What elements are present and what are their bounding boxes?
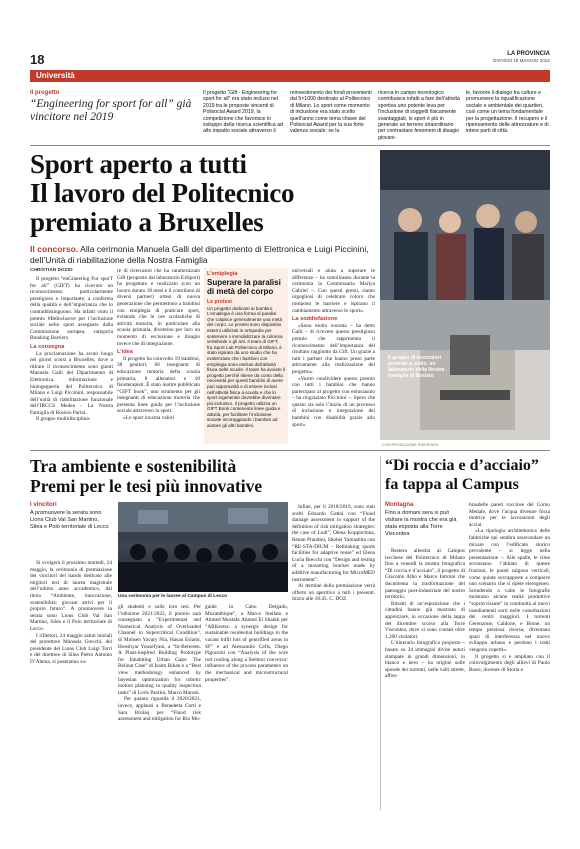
issue-date: GIOVEDÌ 19 MAGGIO 2022 xyxy=(492,58,550,63)
paragraph: Per quanto riguarda il 2020/2021, invece, applausi a Benedetta Corti e Sara Brolaq per “Flood risk assessment and mitigation for Rio Mu- xyxy=(118,696,201,723)
main-col-2 xyxy=(117,268,200,444)
paragraph: La proclamazione ha avuto luogo nei giorni scorsi a Bruxelles, dove a ritirare il riconoscimento sono giunti Manuela Galli del Dipartimento di Elettronica, informazione e bioingegneria del Politecnico di Milano e Luigi Piccinini, responsabile dell’unità di riabilitazione funzionale dell’IRCCS Medea - La Nostra Famiglia di Bosisio Parini. xyxy=(30,350,113,416)
paragraph: Il progetto si è ampliato con il coinvolgimento degli allievi di Paolo Bossi, docente di Storia e xyxy=(469,653,550,673)
researchers-group-photo xyxy=(380,150,550,440)
paragraph: L’itinerario fotografico proposto – basato su 34 immagini divise autori stampate in grandi dimensioni, in bianco e nero – ha origine sulle sponde dei torrenti, nelle valli strette, affon- xyxy=(385,640,465,680)
paragraph: Si svolgerà il prossimo martedì, 24 maggio, la cerimonia di premiazione dei vincitori del bando dedicato alle migliori tesi di laurea magistrale dell’ultimo anno accademico, dal titolo “Ambiente, innovazione, sostenibilità: giovani attivi per il proprio futuro”. A promuovere la serata sono Lions Club Val San Martino, Silea e il Polo territoriale di Lecco. xyxy=(30,560,112,632)
main-col-1 xyxy=(30,276,113,444)
paragraph: brasdelle pareti rocciose del Corno Medale, dove l’acqua divenne forza motrice per le lavorazioni degli acciai. xyxy=(469,502,550,528)
headline-line-1: “Di roccia e d’acciaio” xyxy=(385,457,539,474)
article3-summary: Fino a domani sera si può visitare la mostra che era già stata esposta alla Torre Viscontea xyxy=(385,510,457,537)
subheading: La soddisfazione xyxy=(292,316,338,323)
headline-line-3: premiato a Bruxelles xyxy=(30,207,264,237)
article2-col-4 xyxy=(292,456,375,810)
headline-line-2: fa tappa al Campus xyxy=(385,476,519,493)
paragraph: Infine, per il 2018/2019, sono stati scelti Edoardo Gattai con “Flood damage assessment in support of the definition of risk mitigation strategies: the case of Lodi”, Olena Koppitchina, Renan Prandini, Shohei Yamashita con “RE-STA-DIUM - Rethinking sports facilities for adaptive reuse” ed Elena Lucia Brecchi con “Design and testing of a mounting bracket made by additive manufacturing for MicroMED instrument”. xyxy=(292,504,375,583)
headline-line-2: Premi per le tesi più innovative xyxy=(30,476,263,496)
paragraph: gli studenti e sulle loro tesi. Per l’edizione 2021/2022, il premio sarà consegnato a “Experimental and Numerical Analysis of Overloaded Channel in Supercritical Condition”, di Mohsen Yavary Nia, Hasan Eslami, Hooshyar Yousefyani, a “In-Between. A Plant-inspired Building Prototype for Inhabiting Urban Gaps: The Belinut Case” di Isalm Rihan e a “Best view methodology enhanced by bayesian optimization for robotic motion planning in quality inspection tasks” di Loris Paolini, Marco Maroni. xyxy=(118,604,201,696)
article2-col-1 xyxy=(30,560,112,810)
top-box-col1: Il progetto “Gift - Engineering for sport for all” era stato incluso nel 2019 tra le proposte vincenti di Polisocial Award 2019, la competizione che favorisce lo sviluppo della ricerca scientifica ad alto impatto sociale attraverso il xyxy=(203,90,283,135)
top-box-kicker: Il progetto xyxy=(30,90,60,96)
headline-line-2: Il lavoro del Politecnico xyxy=(30,178,295,208)
lead-paragraph xyxy=(30,244,375,266)
headline-line-1: Sport aperto a tutti xyxy=(30,149,247,179)
paragraph: «Vorrei condividere questo premio con tutti i bambini che hanno partecipato al progetto con entusiasmo – ha ringraziato Piccinini –. Spero che questo sia solo l’inizio di un processo di inclusione e integrazione dei bambini con disabilità grazie allo sport». xyxy=(292,375,375,428)
vertical-divider xyxy=(380,456,381,810)
page-number: 18 xyxy=(30,52,45,67)
divider xyxy=(30,145,550,146)
paragraph: «Lo sport incarna valori xyxy=(123,415,175,422)
article3-col-2 xyxy=(469,502,550,810)
paragraph: «Sono molto onorata – ha detto Galli – di ricevere questo prestigioso premio che rappresenta il riconoscimento dell’importanza del risultato raggiunto da Gift. Un grazie a tutti i partner che hanno preso parte attivamente alla realizzazione del progetto». xyxy=(292,322,375,375)
paragraph: Al termine della premiazione verrà offerto un aperitivo a tutti i presenti. Inizio alle 18.45. C. DOZ. xyxy=(292,583,375,603)
article3-headline xyxy=(385,456,550,494)
sidebar-text: Un progetto dedicato ai bambini. L’emiplegia è una forma di paralisi che colpisce generalmente una metà del corpo. Le protesi sono dispositivi esterni utilizzati in ortopedia per sostenere o immobilizzare la colonna vertebrale o gli arti. Il team di GIFT, fra Sport Lab Politecnico di Milano, è stato ispirato da uno studio che ha evidenziato che i bambini con emiplegia sono esclusi dall’attività fisica nelle scuole. Il team ha avviato il progetto perché ritiene da conto della necessità per questi bambini di avere pari opportunità e di essere inclusi nell’attività fisica a scuola e che lo sport ingenerale dovrebbe diventare più inclusivo. Il progetto utilizza un GIFT Book contenente linee guida e attività, per facilitare l’inclusione sociale incoraggiando i bambini ad aiutare gli altri bambini. xyxy=(207,305,285,429)
newspaper-name: LA PROVINCIA xyxy=(507,51,550,57)
paragraph: Il gruppo multidisciplina- xyxy=(36,416,91,423)
article3-kicker: Montagna xyxy=(385,502,414,508)
paragraph: universali e aiuta a superare le differenze – ha sottolineato durante la cerimonia la Commissaria Mariya Gabriel –. Con questi premi, siamo orgogliosi di celebrare coloro che rompono le barriere e ispirano il cambiamento attraverso lo sport». xyxy=(292,268,375,314)
main-photo xyxy=(380,150,550,440)
top-box-col4: le, favorire il dialogo tra culture e promuovere la riqualificazione sociale e ambientale dei quartieri, così come un tema fondamentale per la progettazione. Il recupero e il ripensamento delle attrezzature e di intere parti di città. xyxy=(466,90,549,135)
paragraph: I riflettori, 24 maggio saluti iniziali del prorettore Manuela Grecchi, del presidente del Lions Club Luigi Torri e del direttore di Silea Pietro Antonio D’Alema, si poseranno su- xyxy=(30,632,112,665)
subheading: L’idea xyxy=(117,349,133,356)
top-box-col3: ricerca in campo tecnologico contribuisce infatti a fare dell’attività sportiva uno potente leva per l’inclusione di soggetti fisicamente svantaggiati, lo sport è più in generale un terreno straordinario per contrastare fenomeni di disagio giovani- xyxy=(378,90,460,140)
top-box-col2: reinvestimento dei fondi provenienti dal 5×1000 destinato al Politecnico di Milano. Lo sport come momento di inclusione era stato scelto quell’anno come tema chiave del Polisocial Award per la sua forte valenza sociale: se la xyxy=(290,90,372,135)
sidebar-sub: Le protesi xyxy=(207,298,232,305)
paragraph: re di ricercatori che ha caratterizzato Gift (proposto dal laboratorio E4Sport) ha progettato e realizzato (con un lavoro durato 18 mesi e il contributo di diversi partner) ortesi di nuova generazione che permettono a bambini con emiplegia di praticare sport, evitando che le ore scolastiche di attività motoria, in particolare alla scuola primaria, diventino per loro un momento di esclusione e disagio invece che di integrazione. xyxy=(117,268,200,347)
graduation-photo xyxy=(118,502,288,592)
article2-photo xyxy=(118,502,288,592)
byline: CHRISTIAN DOZIO xyxy=(30,268,73,273)
article2-summary: A promuovere la serata sono Lions Club Val San Martino, Silea e Polo territoriale di Lecco xyxy=(30,510,109,530)
subheading: La consegna xyxy=(30,343,65,350)
main-headline xyxy=(30,150,370,237)
paragraph: Il progetto “enGineering For sporT for all” (GIFT) ha ricevuto un riconoscimento particolarmente prestigioso e importante, a conferma della qualità e dell’importanza che lo contraddistinguono. Ha infatti vinto il premio #BeInclusive per l’inclusione sociale nello sport assegnato dalla Commissione europea, categoria Breaking Barriers. xyxy=(30,276,113,342)
paragraph: Il progetto ha coinvolto 19 bambini, 38 genitori, 60 insegnanti di educazione motoria della scuola primaria, 8 allenatori e 10 fisioterapisti. È stato inoltre pubblicato “GIFT book”, uno strumento per gli insegnanti di educazione motoria che presenta linee guida per l’inclusione sociale attraverso lo sport. xyxy=(117,355,200,415)
article2-col-3 xyxy=(205,604,288,810)
paragraph: «La tipologia architettonica delle fabbriche qui sembra assecondare un mixare con l’edificato storico prevalente – si legge nella presentazione –. Alle spalle, le cime sovrastano l’abitato di queste frazioni, le pareti salgono verticali, come quinte sovrapposte a comporre uno scenario che si ripete elerogeneo. Scendendo a valle le fotografie mostrano alcune realtà produttive “sopravvissute” in continuità ai nuovi insediamenti sorti nelle conurbazioni dei centri maggiori. I torrenti Gerenzone, Caldone, e Bione, un tempo preziosa risorsa, diventano spazi di interferenza nel nuovo sviluppo urbano e perdono i tratti vengono coperti». xyxy=(469,528,550,654)
sidebar-kicker: L’emiplegia xyxy=(207,271,238,277)
divider xyxy=(30,450,550,451)
paragraph: Ritratti di un’esposizione che i cittadini hanno già mostrato di apprezzare, in occasione della tappa del dicembre scorso alla Torre Viscontea, dove si sono contati oltre 1.200 visitatori. xyxy=(385,600,465,640)
photo-caption: Il gruppo di ricercatori premiati e, sotto, un laboratorio della Nostra Famiglia di Bosisio xyxy=(388,355,445,379)
top-box-title: “Engineering for sport for all” già vincitore nel 2019 xyxy=(30,98,192,123)
paragraph: guide in Cabo Delgado, Mozambique”, a Marco Stellato e Ahmed Mostafa Ahmed El Shaikh per “ARKestra: a synergic design for sustainable residential buildings in the vacant infill lots of gentrified areas in SF” e ad Alessandro Cefis, Diego Pigozzini con “Analysis of the wire rod cooling along a Stelmor conveyor: influence of the process parameters on the mechanical and microstructural properties”. xyxy=(205,604,288,683)
article2-kicker: I vincitori xyxy=(30,502,57,508)
lead-kicker: Il concorso. xyxy=(30,244,79,254)
headline-line-1: Tra ambiente e sostenibilità xyxy=(30,456,237,476)
emiplegia-sidebar xyxy=(204,268,288,444)
article2-photo-caption: Una cerimonia per le lauree al Campus di Lecco xyxy=(118,594,228,599)
sidebar-title: Superare la paralisi di metà del corpo xyxy=(207,278,281,296)
photo-credit: CON PRODUZIONE RISERVATA xyxy=(382,443,439,447)
lead-text: Alla cerimonia Manuela Galli del dipartimento di Elettronica e Luigi Piccinini, dell’Unità di riabilitazione della Nostra Famiglia xyxy=(30,244,369,265)
article2-col-2 xyxy=(118,604,201,810)
section-bar xyxy=(30,70,550,82)
section-label: Università xyxy=(36,71,75,80)
main-col-4 xyxy=(292,268,375,444)
article3-col-1 xyxy=(385,548,465,810)
paragraph: Restera allestita al Campus lecchese del Politecnico di Milano fino a venerdì la mostra fotografica “Di roccia e d’acciaio”, il progetto di Giacomo Albo e Marco Introini che documenta la trasformazione del paesaggio post-industriale del nostro territorio. xyxy=(385,548,465,601)
